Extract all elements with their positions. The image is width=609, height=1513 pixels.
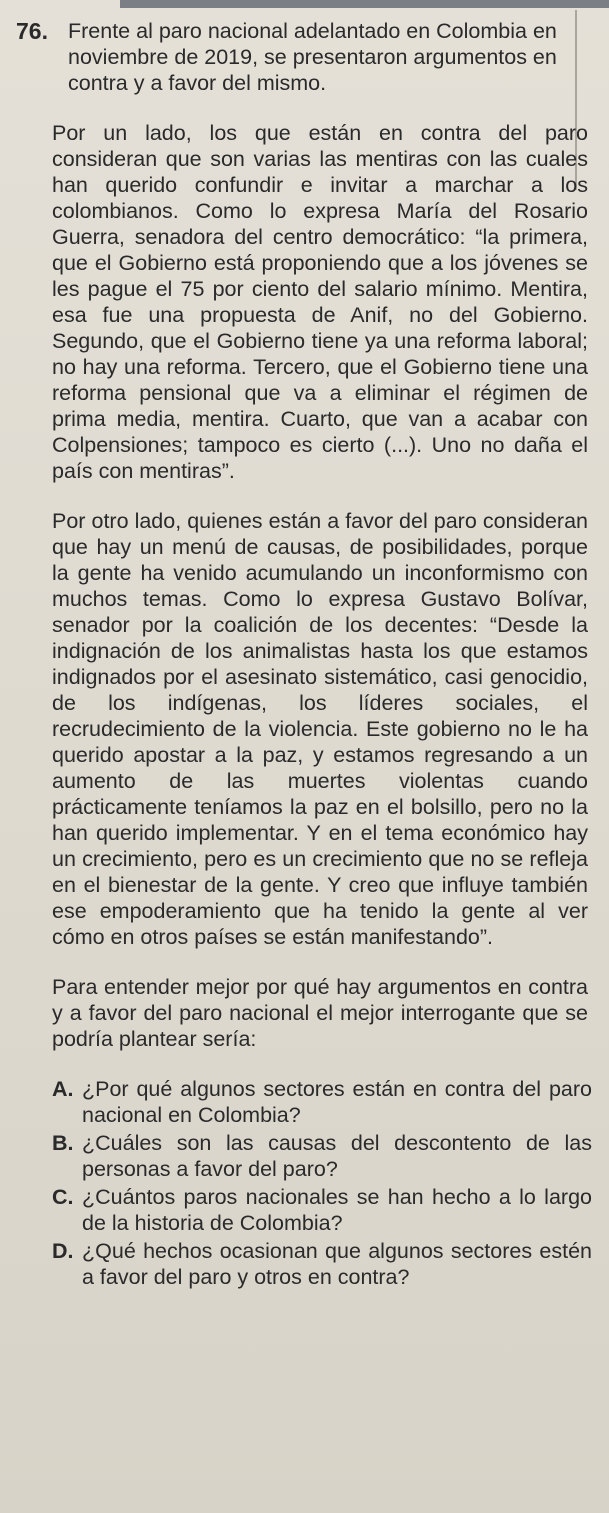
option-letter: D.	[52, 1239, 74, 1263]
option-letter: C.	[52, 1185, 74, 1209]
option-d[interactable]	[52, 1238, 592, 1290]
option-b[interactable]	[52, 1130, 592, 1182]
answer-options	[52, 1076, 592, 1290]
option-a[interactable]	[52, 1076, 592, 1128]
option-letter: B.	[52, 1131, 74, 1155]
option-c[interactable]	[52, 1184, 592, 1236]
paragraph-in-favor: Por otro lado, quienes están a favor del paro consideran que hay un menú de causas, de posibilidades, porque la gente ha venido acumulando un inconformismo con muchos temas. Como lo expresa Gustavo Bolívar, senador por la coalición de los decentes: “Desde la indignación de los animalistas hasta los que estamos indignados por el asesinato sistemático, casi genocidio, de los indígenas, los líderes sociales, el recrudecimiento de la violencia. Este gobierno no le ha querido apostar a la paz, y estamos regresando a un aumento de las muertes violentas cuando prácticamente teníamos la paz en el bolsillo, pero no la han querido implementar. Y en el tema económico hay un crecimiento, pero es un crecimiento que no se refleja en el bienestar de la gente. Y creo que influye también ese empoderamiento que ha tenido la gente al ver cómo en otros países se están manifestando”.	[52, 509, 588, 949]
paragraph-against: Por un lado, los que están en contra del paro consideran que son varias las mentiras con las cuales han querido confundir e invitar a marchar a los colombianos. Como lo expresa María del Rosario Guerra, senadora del centro democrático: “la primera, que el Gobierno está proponiendo que a los jóvenes se les pague el 75 por ciento del salario mínimo. Mentira, esa fue una propuesta de Anif, no del Gobierno. Segundo, que el Gobierno tiene ya una reforma laboral; no hay una reforma. Tercero, que el Gobierno tiene una reforma pensional que va a eliminar el régimen de prima media, mentira. Cuarto, que van a acabar con Colpensiones; tampoco es cierto (...). Uno no daña el país con mentiras”.	[52, 121, 588, 483]
option-text: ¿Cuántos paros nacionales se han hecho a lo largo de la historia de Colombia?	[82, 1185, 592, 1235]
question-76	[16, 18, 596, 1292]
question-number: 76.	[16, 18, 48, 44]
page-top-edge	[120, 0, 609, 8]
question-prompt: Para entender mejor por qué hay argumentos en contra y a favor del paro nacional el mejor interrogante que se podría plantear sería:	[52, 975, 588, 1051]
option-text: ¿Qué hechos ocasionan que algunos sectores estén a favor del paro y otros en contra?	[82, 1239, 592, 1289]
option-text: ¿Cuáles son las causas del descontento de las personas a favor del paro?	[82, 1131, 592, 1181]
option-letter: A.	[52, 1077, 74, 1101]
option-text: ¿Por qué algunos sectores están en contra del paro nacional en Colombia?	[82, 1077, 592, 1127]
question-intro: Frente al paro nacional adelantado en Colombia en noviembre de 2019, se presentaron argumentos en contra y a favor del mismo.	[68, 19, 557, 95]
